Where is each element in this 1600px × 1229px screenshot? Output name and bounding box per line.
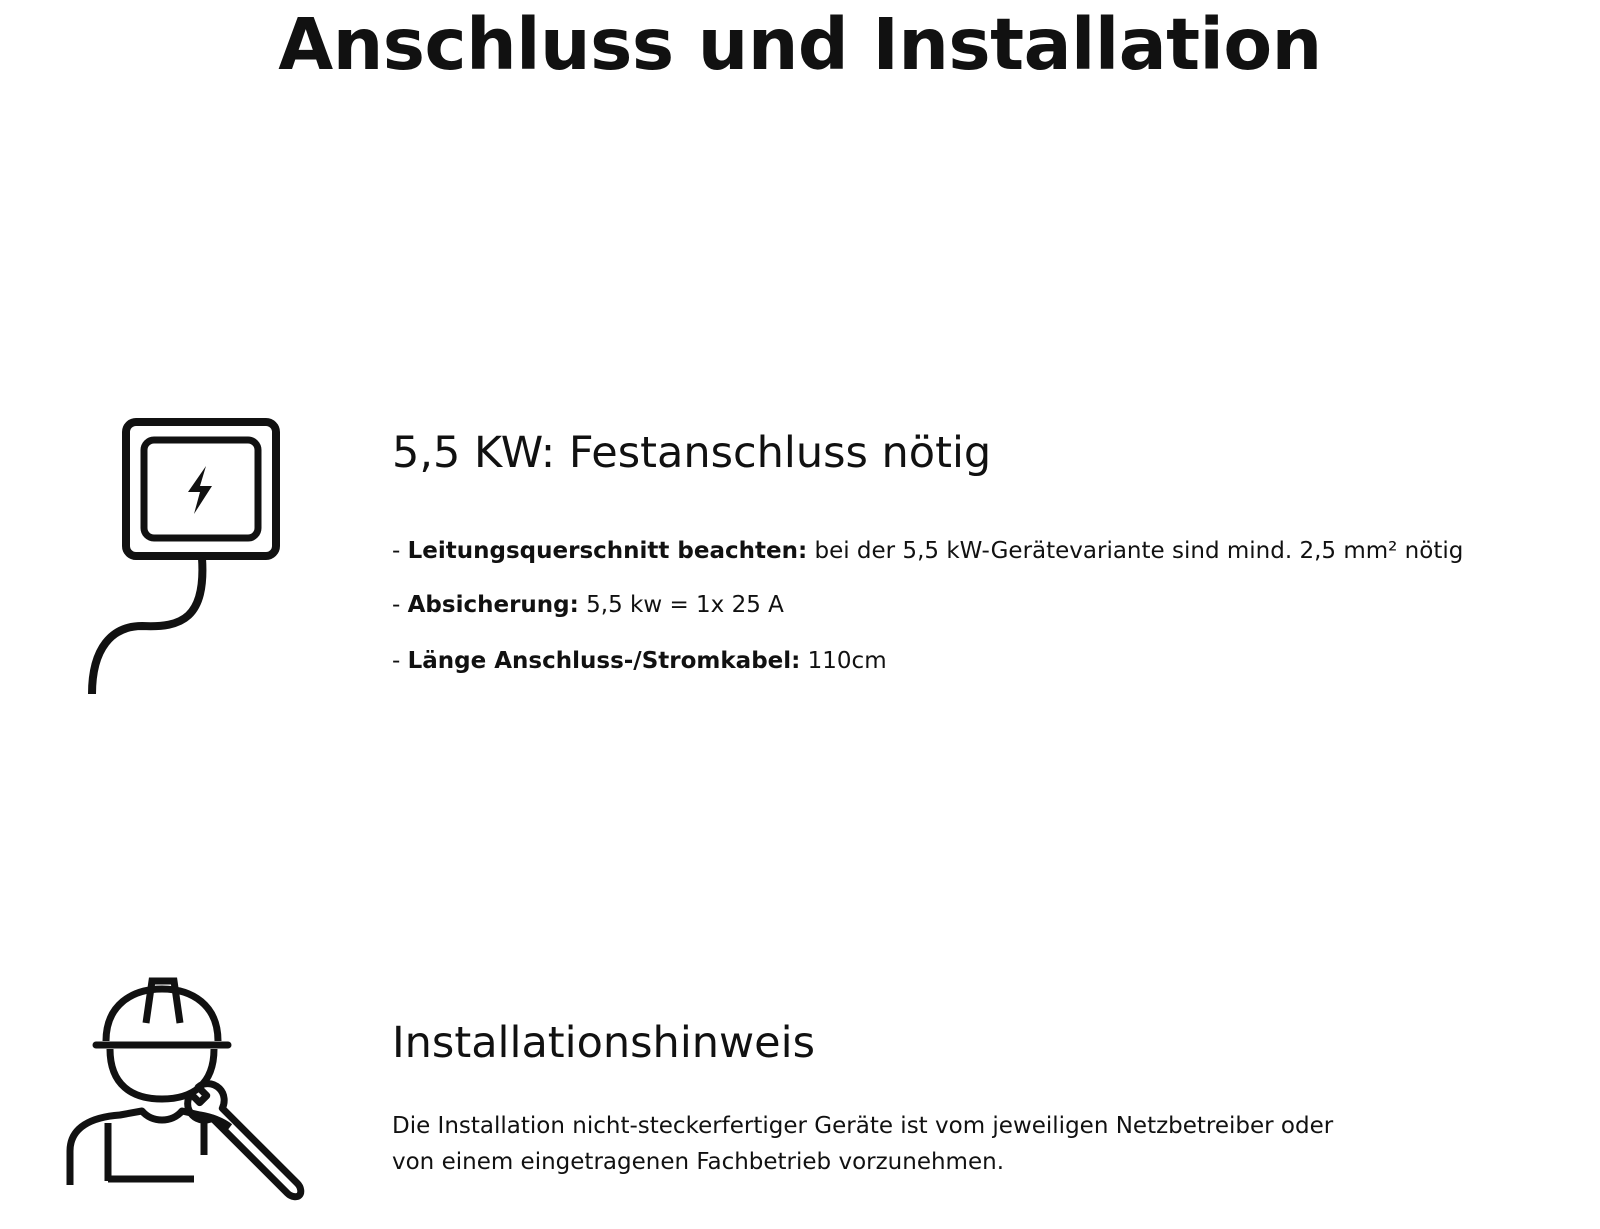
bullet-dash: - [392,592,408,618]
connection-heading: 5,5 KW: Festanschluss nötig [392,428,992,478]
bullet-dash: - [392,648,408,674]
bullet-dash: - [392,538,408,564]
installation-paragraph [392,1108,1512,1180]
bullet-label: Länge Anschluss-/Stromkabel: [407,648,801,674]
paragraph-line-2: von einem eingetragenen Fachbetrieb vorzunehmen. [392,1149,1005,1175]
bullet-cable-length [392,646,887,676]
bullet-label: Leitungsquerschnitt beachten: [407,538,808,564]
bullet-text: bei der 5,5 kW-Gerätevariante sind mind. 2,5 mm² nötig [807,538,1464,564]
electric-socket-icon [82,418,292,698]
bullet-text: 5,5 kw = 1x 25 A [578,592,784,618]
bullet-text: 110cm [800,648,887,674]
bullet-fuse [392,590,784,620]
installation-heading: Installationshinweis [392,1018,815,1068]
paragraph-line-1: Die Installation nicht-steckerfertiger Geräte ist vom jeweiligen Netzbetreiber oder [392,1113,1334,1139]
page-title: Anschluss und Installation [278,3,1322,86]
bullet-cable-cross-section [392,536,1463,566]
installation-section [392,1014,1334,1175]
bullet-label: Absicherung: [407,592,579,618]
worker-wrench-icon [62,975,312,1225]
connection-section [392,424,1464,674]
